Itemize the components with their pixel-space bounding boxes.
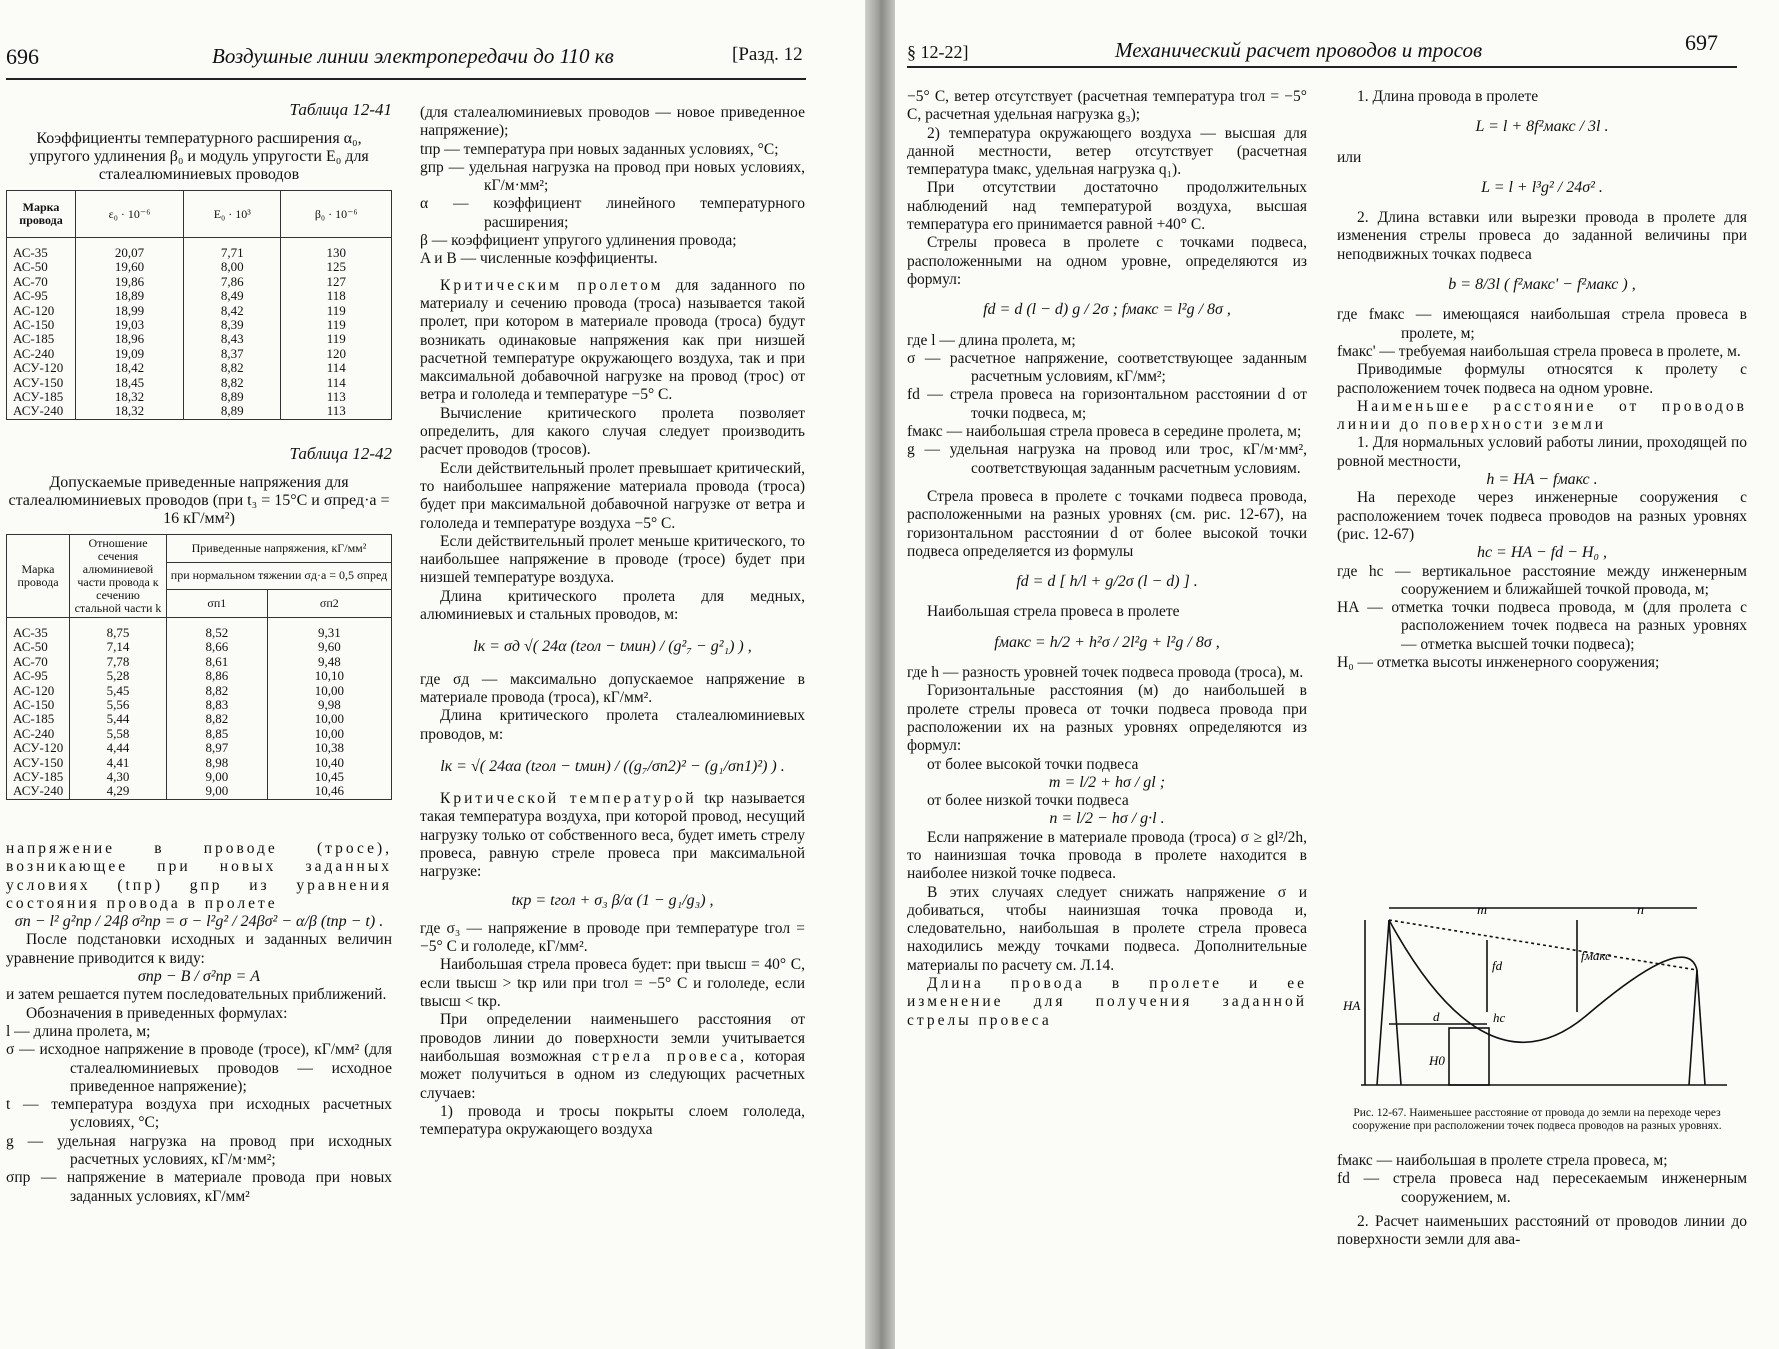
definition: σ — расчетное напряжение, соответствующее заданным расчетным условиям, кГ/мм²;: [907, 349, 1307, 386]
table-cell: АС-150: [7, 698, 70, 712]
table-cell: 8,82: [184, 376, 281, 390]
table-cell: 5,45: [70, 684, 167, 698]
table-cell: 4,30: [70, 770, 167, 784]
definition: gпр — удельная нагрузка на провод при новых условиях, кГ/м·мм²;: [420, 158, 805, 195]
paragraph: В этих случаях следует снижать напряжение σ и добиваться, чтобы наинизшая точка провода и, следовательно, наибольшая в пролете стрела провеса находились между точками подвеса. Дополнительные материалы по расчету см. Л.14.: [907, 883, 1307, 974]
left-tower-leg: [1389, 920, 1401, 1085]
table-cell: 8,82: [184, 361, 281, 375]
table-cell: АСУ-150: [7, 756, 70, 770]
paragraph: от более низкой точки подвеса: [927, 792, 1129, 810]
column-header: при нормальном тяжении σд·а = 0,5 σпред: [167, 562, 392, 590]
table-row: [7, 712, 392, 726]
paragraph: от более высокой точки подвеса: [927, 755, 1139, 773]
table-cell: АС-120: [7, 304, 76, 318]
definition: σ — исходное напряжение в проводе (тросе), кГ/мм² (для сталеалюминиевых проводов — исходное приведенное напряжение);: [6, 1041, 392, 1095]
table-cell: 8,75: [70, 618, 167, 641]
table-cell: 113: [281, 404, 392, 419]
table-cell: 18,89: [76, 289, 184, 303]
table-cell: 10,00: [267, 712, 391, 726]
table-cell: АС-95: [7, 289, 76, 303]
table-row: [7, 698, 392, 712]
table-cell: 9,98: [267, 698, 391, 712]
paragraph: Горизонтальные расстояния (м) до наибольшей в пролете стрелы провеса от точки подвеса провода при расположении их на разных уровнях определяются из формул:: [907, 682, 1307, 755]
table-cell: АС-50: [7, 640, 70, 654]
right-column-text: [907, 88, 1307, 1030]
table-cell: 8,85: [167, 727, 268, 741]
stress-table: [6, 534, 392, 800]
table-cell: 119: [281, 318, 392, 332]
table-cell: АСУ-120: [7, 741, 70, 755]
paragraph: После подстановки исходных и заданных величин уравнение приводится к виду:: [6, 931, 392, 967]
figure-12-67: [1337, 900, 1737, 1132]
table-cell: 8,82: [167, 684, 268, 698]
table-cell: 9,60: [267, 640, 391, 654]
table-row: [7, 275, 392, 289]
column-header: Марка провода: [7, 191, 76, 238]
column-header: Отношение сечения алюминиевой части провода к сечению стальной части k: [70, 535, 167, 618]
table-row: [7, 404, 392, 419]
table-cell: 5,56: [70, 698, 167, 712]
right-tower-leg: [1689, 970, 1697, 1085]
table-cell: 19,60: [76, 260, 184, 274]
table-cell: АСУ-240: [7, 784, 70, 799]
table-cell: 8,98: [167, 756, 268, 770]
term-lead: Критической температурой: [440, 790, 697, 808]
table-cell: 9,00: [167, 770, 268, 784]
paragraph: При определении наименьшего расстояния от проводов линии до поверхности земли учитывается наибольшая возможная: [420, 1011, 805, 1065]
paragraph: , которая может получиться в одном из следующих расчетных случаев:: [420, 1047, 806, 1102]
table-row: [7, 304, 392, 318]
equation: lк = σд √( 24α (tгол − tмин) / (g²₇ − g²₁) ) ,: [473, 638, 752, 656]
table-cell: 7,14: [70, 640, 167, 654]
fig-label-fd: fd: [1492, 958, 1503, 973]
table-cell: 114: [281, 376, 392, 390]
table-cell: АС-185: [7, 332, 76, 346]
fig-label-ha: HA: [1343, 998, 1361, 1013]
definition: t — температура воздуха при исходных расчетных условиях, °C;: [6, 1096, 392, 1132]
table-caption: Таблица 12-41: [289, 100, 392, 119]
table-cell: АС-150: [7, 318, 76, 332]
right-page-number: 697: [1685, 30, 1718, 55]
table-cell: 5,44: [70, 712, 167, 726]
paragraph: Если действительный пролет меньше критического, то наибольшее напряжение в проводе (тросе) будет при низшей температуре воздуха.: [420, 532, 805, 587]
definition: где fмакс — имеющаяся наибольшая стрела провеса в пролете, м;: [1337, 306, 1747, 342]
definition: (для сталеалюминиевых проводов — новое приведенное напряжение);: [420, 104, 805, 140]
fig-label-h0: H0: [1429, 1053, 1445, 1068]
table-cell: 8,52: [167, 618, 268, 641]
table-row: [7, 376, 392, 390]
right-page: [895, 0, 1779, 1349]
table-cell: 4,29: [70, 784, 167, 799]
table-cell: 8,43: [184, 332, 281, 346]
table-row: [7, 361, 392, 375]
paragraph: Длина провода в пролете и ее изменение для получения заданной стрелы провеса: [907, 975, 1307, 1029]
table-cell: АС-240: [7, 727, 70, 741]
equation: b = 8/3l ( f²макс' − f²макс ) ,: [1448, 276, 1636, 294]
table-cell: АС-35: [7, 238, 76, 261]
fig-label-n: n: [1637, 903, 1644, 918]
header-rule: [907, 66, 1737, 68]
equation: L = l + 8f²макс / 3l .: [1475, 118, 1609, 136]
table-cell: 9,31: [267, 618, 391, 641]
equation: L = l + l³g² / 24σ² .: [1481, 178, 1603, 196]
left-running-head: Воздушные линии электропередачи до 110 кв: [212, 44, 614, 68]
table-cell: 8,66: [167, 640, 268, 654]
table-cell: 18,96: [76, 332, 184, 346]
definition: g — удельная нагрузка на провод или трос, кГ/м·мм², соответствующая заданным расчетным условиям.: [907, 441, 1307, 477]
left-tower-leg: [1377, 920, 1389, 1085]
right-column-2-bottom: [1337, 1152, 1747, 1249]
definition: fмакс' — требуемая наибольшая стрела провеса в пролете, м.: [1337, 342, 1741, 360]
fig-label-m: m: [1477, 903, 1488, 918]
coefficients-table: [6, 190, 392, 420]
table-cell: 8,89: [184, 404, 281, 419]
table-cell: 8,86: [167, 669, 268, 683]
definition: где l — длина пролета, м;: [907, 331, 1076, 349]
table-cell: 8,83: [167, 698, 268, 712]
table-cell: 8,82: [167, 712, 268, 726]
span-diagram: [1337, 900, 1737, 1100]
paragraph: где σ₃ — напряжение в проводе при температуре tгол = −5° C и гололеде, кГ/мм².: [420, 919, 805, 956]
paragraph: где σд — максимально допускаемое напряжение в материале провода (троса), кГ/мм².: [420, 670, 805, 706]
column-header: Приведенные напряжения, кГ/мм²: [167, 535, 392, 563]
equation: fd = d (l − d) g / 2σ ; fмакс = l²g / 8σ ,: [983, 301, 1231, 319]
paragraph: Длина критического пролета для медных, алюминиевых и стальных проводов, м:: [420, 587, 805, 624]
table-cell: 119: [281, 304, 392, 318]
column-header: ε₀ · 10⁻⁶: [76, 191, 184, 238]
table-caption: Таблица 12-42: [289, 444, 392, 463]
table-row: [7, 727, 392, 741]
right-section-ref: § 12-22]: [907, 42, 969, 62]
paragraph: На переходе через инженерные сооружения с расположением точек подвеса проводов на разных уровнях (рис. 12-67): [1337, 489, 1747, 543]
table-cell: 8,37: [184, 347, 281, 361]
table-row: [7, 669, 392, 683]
column-header: E₀ · 10³: [184, 191, 281, 238]
table-cell: 8,39: [184, 318, 281, 332]
table-cell: 4,41: [70, 756, 167, 770]
spaced-term: стрела провеса: [592, 1047, 741, 1065]
equation: fd = d [ h/l + g/2σ (l − d) ] .: [1016, 573, 1198, 591]
column-header: σп1: [167, 590, 268, 618]
table-cell: 19,03: [76, 318, 184, 332]
table-cell: 118: [281, 289, 392, 303]
table-cell: 10,10: [267, 669, 391, 683]
left-section-ref: [Разд. 12: [732, 44, 803, 65]
column-header: σп2: [267, 590, 391, 618]
paragraph: При отсутствии достаточно продолжительных наблюдений над температурой воздуха, высшая температура его принимается равной +40° C.: [907, 179, 1307, 234]
table-cell: 8,97: [167, 741, 268, 755]
definition: l — длина пролета, м;: [6, 1022, 151, 1040]
definition: fмакс — наибольшая стрела провеса в середине пролета, м;: [907, 423, 1302, 441]
table-cell: 130: [281, 238, 392, 261]
paragraph: для заданного по материалу и сечению провода (троса) называется такой пролет, при котором в материале провода (троса) будут возникать одинаковые напряжения как при низшей расчетной температуре окружающего воздуха, так и при максимальной добавочной нагрузке на провод (трос) от ветра и гололеда и температуре −5° C.: [420, 276, 805, 404]
table-cell: 18,32: [76, 404, 184, 419]
structure-rect: [1449, 1028, 1489, 1085]
equation: σп − l² g²пр / 24β σ²пр = σ − l²g² / 24βσ² − α/β (tпр − t) .: [14, 913, 384, 931]
right-tower-leg: [1697, 970, 1705, 1085]
table-row: [7, 784, 392, 799]
paragraph: и затем решается путем последовательных приближений.: [6, 986, 387, 1004]
paragraph: Стрела провеса в пролете с точками подвеса провода, расположенными на разных уровнях (см. рис. 12-67), на горизонтальном расстоянии d от более высокой точки подвеса определяется из формулы: [907, 487, 1307, 560]
term-lead: Критическим пролетом: [440, 276, 664, 294]
column-header: β₀ · 10⁻⁶: [281, 191, 392, 238]
chord-line: [1389, 920, 1697, 970]
table-row: [7, 347, 392, 361]
table-cell: 8,61: [167, 655, 268, 669]
paragraph: Вычисление критического пролета позволяет определить, для какого случая следует производить расчет проводов (тросов).: [420, 404, 805, 459]
table-row: [7, 260, 392, 274]
definition: где hc — вертикальное расстояние между инженерным сооружением и ближайшей точкой провода, м;: [1337, 562, 1747, 598]
table-row: [7, 684, 392, 698]
paragraph: или: [1337, 148, 1362, 166]
paragraph: Обозначения в приведенных формулах:: [26, 1004, 288, 1022]
table-cell: 18,32: [76, 390, 184, 404]
table-cell: 10,40: [267, 756, 391, 770]
table-cell: 7,86: [184, 275, 281, 289]
table-cell: АСУ-150: [7, 376, 76, 390]
paragraph: 1. Длина провода в пролете: [1357, 88, 1539, 105]
table-cell: АС-120: [7, 684, 70, 698]
table-cell: АС-50: [7, 260, 76, 274]
column-header: Марка провода: [7, 535, 70, 618]
definition: g — удельная нагрузка на провод при исходных расчетных условиях, кГ/м·мм²;: [6, 1132, 392, 1169]
table-cell: 10,00: [267, 727, 391, 741]
definition: H₀ — отметка высоты инженерного сооружения;: [1337, 654, 1660, 672]
table-cell: 114: [281, 361, 392, 375]
table-row: [7, 390, 392, 404]
table-row: [7, 318, 392, 332]
figure-caption: Рис. 12-67. Наименьшее расстояние от провода до земли на переходе через сооружение при расположении точек подвеса проводов на разных уровнях.: [1352, 1107, 1722, 1132]
definition: α — коэффициент линейного температурного расширения;: [420, 195, 805, 231]
left-column-text: [6, 840, 392, 1206]
table-cell: АС-240: [7, 347, 76, 361]
table-cell: АС-35: [7, 618, 70, 641]
left-column-2-text: [420, 104, 805, 1139]
table-cell: 10,00: [267, 684, 391, 698]
left-page: [0, 0, 865, 1349]
paragraph: Если напряжение в материале провода (троса) σ ≥ gl²/2h, то наинизшая точка провода в пролете находится в наиболее низкой точке подвеса.: [907, 828, 1307, 883]
table-cell: 10,38: [267, 741, 391, 755]
table-cell: 8,00: [184, 260, 281, 274]
equation: n = l/2 − hσ / g·l .: [1049, 810, 1165, 828]
table-cell: 19,09: [76, 347, 184, 361]
definition: tпр — температура при новых заданных условиях, °C;: [420, 140, 779, 158]
definition: β — коэффициент упругого удлинения провода;: [420, 232, 737, 250]
table-row: [7, 289, 392, 303]
table-title: Допускаемые приведенные напряжения для сталеалюминиевых проводов (при t₃ = 15°C и σпред·а = 16 кГ/мм²): [8, 474, 390, 527]
table-cell: 4,44: [70, 741, 167, 755]
right-column-2-text: [1337, 88, 1747, 672]
table-cell: 125: [281, 260, 392, 274]
table-cell: 8,49: [184, 289, 281, 303]
table-cell: 18,42: [76, 361, 184, 375]
paragraph: Если действительный пролет превышает критический, то наибольшее напряжение материала провода (троса) будет при максимальной добавочной нагрузке от ветра и гололеда и температуре воздуха −5° C.: [420, 459, 805, 532]
paragraph: 2. Расчет наименьших расстояний от проводов линии до поверхности земли для ава-: [1337, 1212, 1747, 1249]
paragraph: Длина критического пролета сталеалюминиевых проводов, м:: [420, 707, 805, 743]
table-cell: 7,78: [70, 655, 167, 669]
paragraph: 1) провода и тросы покрыты слоем гололеда, температура окружающего воздуха: [420, 1102, 805, 1139]
table-cell: 8,42: [184, 304, 281, 318]
left-page-number: 696: [6, 44, 39, 69]
table-cell: 7,71: [184, 238, 281, 261]
equation: h = HA − fмакс .: [1486, 471, 1598, 489]
table-cell: АС-185: [7, 712, 70, 726]
paragraph: 2. Длина вставки или вырезки провода в пролете для изменения стрелы провеса до заданной величины при неподвижных точках подвеса: [1337, 209, 1747, 263]
paragraph: Стрелы провеса в пролете с точками подвеса, расположенными на одном уровне, определяются из формул:: [907, 234, 1307, 288]
definition: σпр — напряжение в материале провода при новых заданных условиях, кГ/мм²: [6, 1169, 392, 1205]
definition: fd — стрела провеса над пересекаемым инженерным сооружением, м.: [1337, 1170, 1747, 1206]
table-cell: АСУ-185: [7, 770, 70, 784]
table-12-42: [6, 444, 392, 800]
paragraph: Наибольшая стрела провеса в пролете: [927, 603, 1180, 621]
table-cell: 20,07: [76, 238, 184, 261]
fig-label-d: d: [1433, 1009, 1440, 1024]
table-cell: АСУ-240: [7, 404, 76, 419]
table-row: [7, 618, 392, 641]
table-cell: АС-95: [7, 669, 70, 683]
header-rule: [6, 78, 806, 80]
equation: lк = √( 24αа (tгол − tмин) / ((g₇/σп2)² − (g₁/σп1)²) ) .: [440, 757, 785, 775]
table-cell: 127: [281, 275, 392, 289]
table-cell: АСУ-120: [7, 361, 76, 375]
table-cell: АСУ-185: [7, 390, 76, 404]
table-cell: 10,46: [267, 784, 391, 799]
table-cell: 19,86: [76, 275, 184, 289]
table-cell: 120: [281, 347, 392, 361]
table-cell: 8,89: [184, 390, 281, 404]
paragraph: tкр называется такая температура воздуха, при которой провод, несущий нагрузку только от собственного веса, будет иметь стрелу провеса, равную стреле провеса при максимальной нагрузке:: [420, 790, 805, 881]
definition: fd — стрела провеса на горизонтальном расстоянии d от точки подвеса, м;: [907, 386, 1307, 422]
table-row: [7, 756, 392, 770]
paragraph: 2) температура окружающего воздуха — высшая для данной местности, ветер отсутствует (расчетная температура tмакс, удельная нагрузка q₁).: [907, 124, 1307, 179]
equation: tкр = tгол + σ₃ β/α (1 − g₁/g₃) ,: [511, 891, 714, 909]
table-12-41: [6, 100, 392, 420]
table-cell: 119: [281, 332, 392, 346]
fig-label-hc: hc: [1493, 1010, 1506, 1025]
right-running-head: Механический расчет проводов и тросов: [1115, 38, 1483, 62]
equation: fмакс = h/2 + h²σ / 2l²g + l²g / 8σ ,: [994, 633, 1220, 651]
table-title: Коэффициенты температурного расширения α₀, упругого удлинения β₀ и модуль упругости E₀ для сталеалюминиевых проводов: [29, 130, 369, 183]
equation: σпр − B / σ²пр = A: [137, 968, 261, 986]
table-cell: 10,45: [267, 770, 391, 784]
equation: hc = HA − fd − H₀ ,: [1476, 544, 1608, 562]
table-row: [7, 332, 392, 346]
table-cell: 5,28: [70, 669, 167, 683]
table-cell: 113: [281, 390, 392, 404]
book-gutter: [865, 0, 895, 1349]
table-cell: АС-70: [7, 655, 70, 669]
table-cell: 5,58: [70, 727, 167, 741]
paragraph: −5° C, ветер отсутствует (расчетная температура tгол = −5° C, расчетная удельная нагрузка g₃);: [907, 88, 1307, 124]
paragraph: напряжение в проводе (тросе), возникающее при новых заданных условиях (tпр) gпр из уравнения состояния провода в пролете: [6, 840, 392, 912]
paragraph: 1. Для нормальных условий работы линии, проходящей по ровной местности,: [1337, 434, 1747, 470]
paragraph: Наибольшая стрела провеса будет: при tвысш = 40° C, если tвысш > tкр или при tгол = −5° C и гололеде, если tвысш < tкр.: [420, 956, 805, 1011]
table-cell: 18,99: [76, 304, 184, 318]
table-row: [7, 655, 392, 669]
table-cell: 9,48: [267, 655, 391, 669]
table-cell: АС-70: [7, 275, 76, 289]
table-cell: 18,45: [76, 376, 184, 390]
table-cell: 9,00: [167, 784, 268, 799]
fig-label-fmax: fмакс: [1581, 948, 1611, 963]
paragraph: Приводимые формулы относятся к пролету с расположением точек подвеса на одном уровне.: [1337, 361, 1747, 397]
table-row: [7, 741, 392, 755]
equation: m = l/2 + hσ / gl ;: [1048, 773, 1166, 791]
definition: fмакс — наибольшая в пролете стрела провеса, м;: [1337, 1152, 1668, 1169]
section-heading: Наименьшее расстояние от проводов линии до поверхности земли: [1337, 397, 1747, 434]
definition: A и B — численные коэффициенты.: [420, 250, 658, 268]
table-row: [7, 770, 392, 784]
table-row: [7, 640, 392, 654]
table-row: [7, 238, 392, 261]
paragraph: где h — разность уровней точек подвеса провода (троса), м.: [907, 664, 1304, 682]
definition: HA — отметка точки подвеса провода, м (для пролета с расположением точек подвеса на разных уровнях — отметка высшей точки подвеса);: [1337, 599, 1747, 653]
